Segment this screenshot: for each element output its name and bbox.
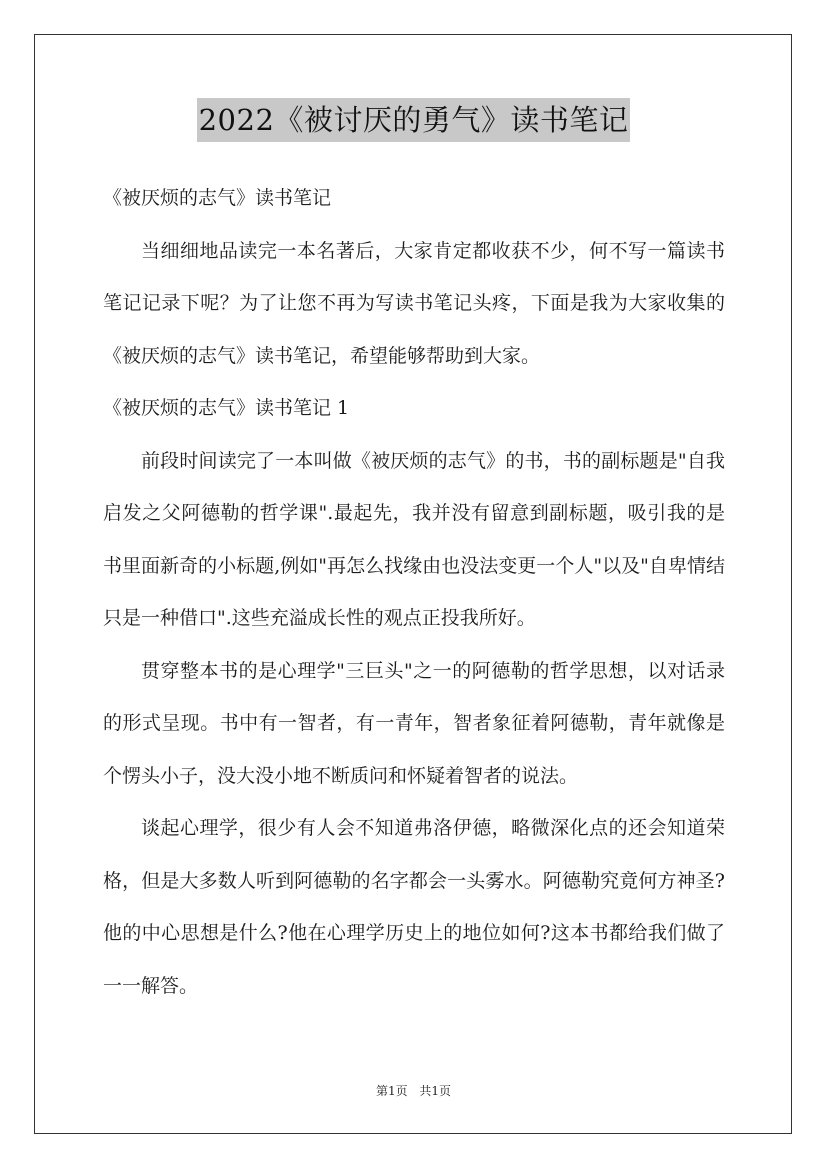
page-number-current: 第1页 <box>375 1084 408 1098</box>
title-wrap <box>0 98 827 142</box>
paragraph-section-heading: 《被厌烦的志气》读书笔记 1 <box>103 397 350 419</box>
paragraph-body-2: 贯穿整本书的是心理学"三巨头"之一的阿德勒的哲学思想，以对话录的形式呈现。书中有一智者，有一青年，智者象征着阿德勒，青年就像是个愣头小子，没大没小地不断质问和怀疑着智者的说法。 <box>103 659 725 787</box>
paragraph-subheading: 《被厌烦的志气》读书笔记 <box>103 187 332 209</box>
page-number-total: 共1页 <box>419 1084 452 1098</box>
paragraph-body-3: 谈起心理学，很少有人会不知道弗洛伊德，略微深化点的还会知道荣格，但是大多数人听到阿德勒的名字都会一头雾水。阿德勒究竟何方神圣?他的中心思想是什么?他在心理学历史上的地位如何?这本书都给我们做了一一解答。 <box>103 817 725 997</box>
page-footer <box>0 1082 827 1099</box>
document-title: 2022《被讨厌的勇气》读书笔记 <box>197 98 631 142</box>
paragraph-body-1: 前段时间读完了一本叫做《被厌烦的志气》的书，书的副标题是"自我启发之父阿德勒的哲学课".最起先，我并没有留意到副标题，吸引我的是书里面新奇的小标题,例如"再怎么找缘由也没法变更一个人"以及"自卑情结只是一种借口".这些充溢成长性的观点正投我所好。 <box>103 449 725 629</box>
document-body <box>103 172 725 1012</box>
paragraph-intro: 当细细地品读完一本名著后，大家肯定都收获不少，何不写一篇读书笔记记录下呢？为了让您不再为写读书笔记头疼，下面是我为大家收集的《被厌烦的志气》读书笔记，希望能够帮助到大家。 <box>103 239 725 367</box>
